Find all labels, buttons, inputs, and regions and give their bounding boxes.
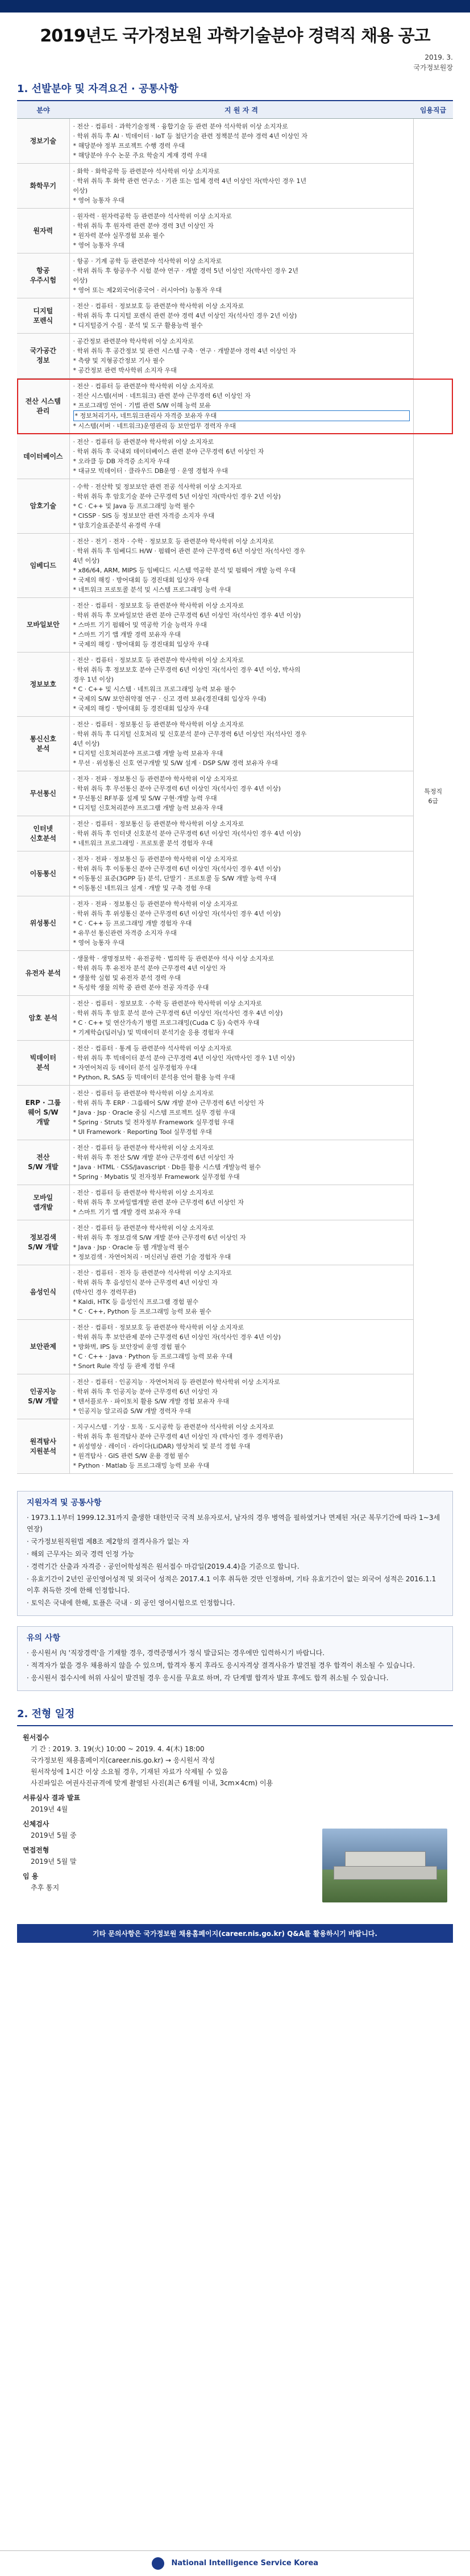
table-row — [17, 164, 453, 209]
table-row — [17, 434, 453, 479]
requirement-line: * 영어 또는 제2외국어(중국어 · 러시아어) 능통자 우대 — [73, 286, 222, 294]
requirement-line: * 해당분야 우수 논문 주요 학술지 게재 경력 우대 — [73, 152, 207, 159]
hq-building-photo — [322, 1829, 447, 1902]
requirement-line: (박사인 경우 경력무관) — [73, 1289, 136, 1296]
requirement-line: * Snort Rule 작성 등 관제 경험 우대 — [73, 1362, 175, 1370]
job-requirements — [69, 1140, 413, 1185]
job-field: 이동통신 — [17, 851, 69, 896]
requirement-line: * Java · Jsp · Oracle 중심 시스템 프로젝트 실무 경험 우대 — [73, 1109, 235, 1116]
table-row — [17, 479, 453, 534]
requirement-line: · 학위 취득 후 음성인식 분야 근무경력 4년 이상인 자 — [73, 1279, 218, 1286]
requirement-line: * 영어 능통자 우대 — [73, 197, 124, 204]
top-bar — [0, 0, 470, 13]
job-field: ERP · 그룹 웨어 S/W 개발 — [17, 1086, 69, 1140]
job-field: 모바일보안 — [17, 598, 69, 653]
requirement-line: · 학위 취득 후 ERP · 그룹웨어 S/W 개발 분야 근무경력 6년 이상인 자 — [73, 1099, 264, 1107]
requirement-line: * 위성영상 · 레이더 · 라이다(LiDAR) 영상처리 및 분석 경험 우대 — [73, 1443, 251, 1450]
job-requirements — [69, 598, 413, 653]
job-field: 화학무기 — [17, 164, 69, 209]
job-requirements — [69, 209, 413, 254]
requirement-line: · 학위 취득 후 임베디드 H/W · 펌웨어 관련 분야 근무경력 6년 이상인 자(석사인 경우 — [73, 547, 306, 555]
job-requirements — [69, 717, 413, 771]
requirement-line: * 이동통신 표준(3GPP 등) 분석, 단말기 · 프로토콜 등 S/W 개발 능력 우대 — [73, 875, 277, 882]
table-row — [17, 598, 453, 653]
requirement-line: * 암호기술표준분석 유경력 우대 — [73, 522, 161, 529]
info-line: · 1973.1.1부터 1999.12.31까지 출생한 대한민국 국적 보유자로서, 남자의 경우 병역을 필하였거나 면제된 자(군 복무기간에 따라 1~3세 연장) — [27, 1514, 440, 1533]
info-line: · 응시원서 內 '직장경력'을 기재할 경우, 경력증명서가 정식 발급되는 경우에만 입력하시기 바랍니다. — [27, 1649, 325, 1657]
page-title: 2019년도 국가정보원 과학기술분야 경력직 채용 공고 — [40, 26, 430, 46]
requirement-line: · 전산 · 컴퓨터 · 인공지능 · 자연어처리 등 관련분야 학사학위 이상 소지자로 — [73, 1378, 280, 1386]
requirement-line: · 수학 · 전산학 및 정보보안 관련 전공 석사학위 이상 소지자로 — [73, 483, 242, 491]
table-row — [17, 1374, 453, 1419]
requirement-line: · 학위 취득 후 화학 관련 연구소 · 기관 또는 업체 경력 4년 이상인 자(박사인 경우 1년 — [73, 177, 307, 185]
requirement-line: · 전산 · 컴퓨터 · 정보보호 등 관련분야 학사학위 이상 소지자로 — [73, 602, 244, 609]
requirement-line: · 학위 취득 후 암호 분석 분야 근무경력 6년 이상인 자(석사인 경우 4년 이상) — [73, 1009, 283, 1017]
job-requirements — [69, 298, 413, 334]
schedule-detail: 원서작성에 1시간 이상 소요될 경우, 기재된 자료가 삭제될 수 있음 — [31, 1768, 228, 1776]
job-field: 데이터베이스 — [17, 434, 69, 479]
requirement-line: · 항공 · 기계 공학 등 관련분야 석사학위 이상 소지자로 — [73, 257, 222, 265]
requirement-line: * Python, R, SAS 등 빅데이터 분석용 언어 활용 능력 우대 — [73, 1074, 235, 1081]
requirement-line: · 생물학 · 생명정보학 · 유전공학 · 법의학 등 관련분야 석사 이상 소지자로 — [73, 955, 274, 962]
schedule-detail: 국가정보원 채용홈페이지(career.nis.go.kr) → 응시원서 작성 — [31, 1756, 215, 1764]
requirement-line: * 독성학 생물 의학 중 관련 분야 전공 자격증 우대 — [73, 984, 209, 991]
requirement-line: * Spring · Mybatis 및 전자정부 Framework 실무경험 우대 — [73, 1173, 240, 1181]
info-line: · 적격자가 없을 경우 채용하지 않을 수 있으며, 합격자 통지 후라도 응시자격상 결격사유가 발견될 경우 합격이 취소될 수 있습니다. — [27, 1661, 415, 1669]
table-header-row — [17, 101, 453, 119]
job-field: 유전자 분석 — [17, 951, 69, 996]
table-row — [17, 816, 453, 851]
schedule-detail: 추후 통지 — [31, 1884, 60, 1892]
schedule-heading: 임 용 — [23, 1872, 39, 1880]
requirement-line: * 유무선 통신관련 자격증 소지자 우대 — [73, 929, 177, 937]
job-field: 보안관제 — [17, 1320, 69, 1374]
requirement-line: · 전자 · 전파 · 정보통신 등 관련분야 학사학위 이상 소지자로 — [73, 855, 238, 863]
requirement-line: · 학위 취득 후 유전자 분석 분야 근무경력 4년 이상인 자 — [73, 965, 226, 972]
requirement-line: * 국제의 해킹 · 방어대회 등 경진대회 입상자 우대 — [73, 576, 209, 584]
requirement-line: · 학위 취득 후 무선통신 분야 근무경력 6년 이상인 자(석사인 경우 4년 이상) — [73, 785, 281, 792]
requirement-line: * CISSP · SIS 등 정보보안 관련 자격증 소지자 우대 — [73, 512, 215, 520]
requirement-line: · 전산 · 컴퓨터 · 정보보호 등 관련분야 학사학위 이상 소지자로 — [73, 302, 244, 310]
requirement-line: * 생물학 실험 및 유전자 분석 경력 우대 — [73, 974, 181, 982]
jobs-table — [17, 100, 453, 1474]
job-requirements — [69, 1086, 413, 1140]
job-field: 전산 S/W 개발 — [17, 1140, 69, 1185]
table-row — [17, 851, 453, 896]
requirement-line: · 전산 · 컴퓨터 등 관련분야 학사학위 이상 소지자로 — [73, 383, 214, 390]
section-2-title: 2. 전형 일정 — [17, 1708, 75, 1720]
job-field: 위성통신 — [17, 896, 69, 951]
table-row — [17, 1140, 453, 1185]
requirement-line: * Python · Matlab 등 프로그래밍 능력 보유 우대 — [73, 1462, 210, 1469]
table-row — [17, 653, 453, 717]
requirement-line: · 학위 취득 후 항공우주 시험 분야 연구 · 개발 경력 5년 이상인 자(박사인 경우 2년 — [73, 267, 299, 275]
job-requirements — [69, 851, 413, 896]
requirement-line: · 전산 · 컴퓨터 · 정보통신 등 관련분야 학사학위 이상 소지자로 — [73, 820, 244, 828]
requirement-line: * 대규모 빅데이터 · 클라우드 DB운영 · 운영 경험자 우대 — [73, 467, 228, 475]
requirement-line: · 전산 시스템(서버 · 네트워크) 관련 분야 근무경력 6년 이상인 자 — [73, 392, 251, 400]
requirement-line: * 디지털 신호처리분야 프로그램 개발 능력 보유자 우대 — [73, 804, 223, 812]
table-row — [17, 1265, 453, 1320]
requirement-line: * 국제의 해킹 · 방어대회 등 경진대회 입상자 우대 — [73, 641, 209, 648]
requirement-line: * 원격탐사 · GIS 관련 S/W 운용 경험 필수 — [73, 1452, 190, 1460]
eligibility-box — [17, 1491, 453, 1616]
table-row — [17, 209, 453, 254]
requirement-line: · 학위 취득 후 위성통신 분야 근무경력 6년 이상인 자(석사인 경우 4년 이상) — [73, 910, 281, 917]
job-requirements — [69, 816, 413, 851]
requirement-line: · 원자력 · 원자력공학 등 관련분야 석사학위 이상 소지자로 — [73, 213, 232, 220]
schedule-detail: 사진파일은 여권사진규격에 맞게 촬영된 사진(최근 6개월 이내, 3cm×4cm) 이용 — [31, 1779, 273, 1787]
table-row — [17, 334, 453, 379]
table-row — [17, 1041, 453, 1086]
requirement-line: 이상) — [73, 187, 88, 194]
job-requirements — [69, 1185, 413, 1220]
requirement-line: · 학위 취득 후 빅데이터 분석 분야 근무경력 4년 이상인 자(박사인 경우 1년 이상) — [73, 1054, 295, 1062]
job-requirements — [69, 164, 413, 209]
table-row — [17, 298, 453, 334]
requirement-line: * 네트워크 프로그래밍 · 프로토콜 분석 경험자 우대 — [73, 840, 213, 847]
requirement-line: * Java · HTML · CSS/Javascript · Db를 활용 시스템 개발능력 필수 — [73, 1164, 261, 1171]
job-requirements — [69, 119, 413, 164]
job-field: 정보기술 — [17, 119, 69, 164]
table-row — [17, 1086, 453, 1140]
schedule-detail: 2019년 5월 중 — [31, 1831, 77, 1839]
job-requirements — [69, 479, 413, 534]
requirement-line: * 인공지능 알고리즘 S/W 개발 경력자 우대 — [73, 1407, 191, 1415]
requirement-line: * 프로그래밍 언어 · 기법 관련 S/W 이해 능력 보유 — [73, 402, 211, 409]
table-row — [17, 534, 453, 598]
requirement-line: · 학위 취득 후 모바일앱개발 관련 분야 근무경력 6년 이상인 자 — [73, 1199, 244, 1206]
requirement-line: * 디지털 신호처리분야 프로그램 개발 능력 보유자 우대 — [73, 750, 223, 757]
job-requirements — [69, 996, 413, 1041]
requirement-line: · 전산 · 컴퓨터 · 정보통신 등 관련분야 학사학위 이상 소지자로 — [73, 721, 244, 728]
requirement-line: · 학위 취득 후 이동통신 분야 근무경력 6년 이상인 자(석사인 경우 4년 이상) — [73, 865, 281, 872]
requirement-line: * UI Framework · Reporting Tool 실무경험 우대 — [73, 1128, 212, 1136]
table-row — [17, 1320, 453, 1374]
requirement-line: * 오라클 등 DB 자격증 소지자 우대 — [73, 458, 170, 465]
info-line: · 해외 근무자는 외국 경력 인정 가능 — [27, 1550, 134, 1558]
table-row — [17, 254, 453, 298]
job-requirements — [69, 1220, 413, 1265]
table-row — [17, 1185, 453, 1220]
requirement-line: · 공간정보 관련분야 학사학위 이상 소지자로 — [73, 338, 194, 345]
requirement-line: · 학위 취득 후 모바일보안 관련 분야 근무경력 6년 이상인 자(석사인 경우 4년 이상) — [73, 612, 301, 619]
nis-emblem-icon — [152, 2557, 164, 2570]
job-requirements — [69, 1320, 413, 1374]
job-requirements — [69, 771, 413, 816]
requirement-line: * 스마트 기기 앱 개발 경력 보유자 우대 — [73, 631, 181, 638]
requirement-line: * Java · Jsp · Oracle 등 웹 개발능력 필수 — [73, 1244, 189, 1251]
requirement-line: · 전산 · 컴퓨터 · 정보보호 · 수학 등 관련분야 학사학위 이상 소지자로 — [73, 1000, 262, 1007]
schedule-heading: 신체검사 — [23, 1820, 49, 1828]
requirement-line: · 학위 취득 후 암호기술 분야 근무경력 5년 이상인 자(박사인 경우 2년 이상) — [73, 493, 281, 500]
requirement-line: * C · C++ 및 시스템 · 네트워크 프로그래밍 능력 보유 필수 — [73, 685, 236, 693]
requirement-line: · 전자 · 전파 · 정보통신 등 관련분야 학사학위 이상 소지자로 — [73, 900, 238, 908]
job-field: 전산 시스템 관리 — [17, 379, 69, 434]
header-term: 임용직급 — [413, 101, 453, 119]
job-field: 무선통신 — [17, 771, 69, 816]
requirement-line: * Kaldi, HTK 등 음성인식 프로그램 경험 필수 — [73, 1298, 199, 1306]
requirement-line: * 영어 능통자 우대 — [73, 939, 124, 946]
requirement-line: · 전산 · 컴퓨터 · 통계 등 관련분야 석사학위 이상 소지자로 — [73, 1045, 232, 1052]
requirement-line: * 원자력 분야 실무경험 보유 필수 — [73, 232, 165, 239]
job-requirements — [69, 379, 413, 434]
requirement-line: · 지구시스템 · 기상 · 토목 · 도시공학 등 관련분야 석사학위 이상 소지자로 — [73, 1423, 274, 1431]
schedule-detail: 2019년 4월 — [31, 1805, 68, 1813]
requirement-line: * 스마트 기기 앱 개발 경력 보유자 우대 — [73, 1208, 181, 1216]
eligibility-title: 지원자격 및 공통사항 — [27, 1498, 102, 1507]
requirement-line: · 전산 · 컴퓨터 · 전자 등 관련분야 석사학위 이상 소지자로 — [73, 1269, 232, 1277]
requirement-line: · 전산 · 컴퓨터 등 관련분야 학사학위 이상 소지자로 — [73, 1189, 214, 1196]
notes-box — [17, 1626, 453, 1691]
job-requirements — [69, 1374, 413, 1419]
job-requirements — [69, 896, 413, 951]
job-field: 암호기술 — [17, 479, 69, 534]
requirement-line: * 정보검색 · 자연어처리 · 머신러닝 관련 기술 경험자 우대 — [73, 1253, 231, 1261]
requirement-line: · 전산 · 컴퓨터 · 정보보호 등 관련분야 학사학위 이상 소지자로 — [73, 1324, 244, 1331]
requirement-line: · 학위 취득 후 인공지능 분야 근무경력 6년 이상인 자 — [73, 1388, 218, 1395]
requirement-line: · 학위 취득 후 원자력 관련 분야 경력 3년 이상인 자 — [73, 222, 214, 230]
job-field: 임베디드 — [17, 534, 69, 598]
info-line: · 유효기간이 2년인 공인영어성적 및 외국어 성적은 2017.4.1 이후 취득한 것만 인정하며, 기타 유효기간이 없는 외국어 성적은 2016.1.1 이후 취득한 것에 한해 인정합니다. — [27, 1575, 436, 1594]
requirement-line: * 텐서플로우 · 파이토치 활용 S/W 개발 경험 보유자 우대 — [73, 1398, 230, 1405]
info-line: · 토익은 국내에 한해, 토플은 국내 · 외 공인 영어시험으로 인정합니다. — [27, 1599, 235, 1607]
table-row — [17, 717, 453, 771]
requirement-line: * 이동통신 네트워크 설계 · 개발 및 구축 경험 우대 — [73, 884, 211, 892]
announce-org: 국가정보원장 — [413, 64, 453, 72]
job-requirements — [69, 1419, 413, 1474]
footer-brand — [0, 2550, 470, 2576]
job-field: 인터넷 신호분석 — [17, 816, 69, 851]
requirement-line: * 스마트 기기 펌웨어 및 역공학 기술 능력자 우대 — [73, 621, 207, 629]
announce-date: 2019. 3. — [425, 53, 453, 61]
requirement-line: · 학위 취득 후 원격탐사 분야 근무경력 4년 이상인 자 (박사인 경우 경력무관) — [73, 1433, 283, 1440]
job-requirements — [69, 334, 413, 379]
job-field: 모바일 앱개발 — [17, 1185, 69, 1220]
section-1-title: 1. 선발분야 및 자격요건 · 공통사항 — [17, 83, 178, 95]
job-requirements — [69, 1265, 413, 1320]
requirement-line: * 정보처리기사, 네트워크관리사 자격증 보유자 우대 — [73, 410, 410, 421]
requirement-line: * 측량 및 지형공간정보 기사 필수 — [73, 357, 165, 364]
requirement-line: * 디지털증거 수집 · 분석 및 도구 활용능력 필수 — [73, 322, 203, 329]
job-requirements — [69, 434, 413, 479]
requirement-line: · 학위 취득 후 국내외 데이터베이스 관련 분야 근무경력 6년 이상인 자 — [73, 448, 264, 455]
job-field: 국가공간 정보 — [17, 334, 69, 379]
requirement-line: * 시스템(서버 · 네트워크)운영관리 등 보안업무 경력자 우대 — [73, 422, 236, 430]
requirement-line: * 국제의 S/W 보안취약점 연구 · 신고 경력 보유(경진대회 입상자 우대) — [73, 695, 267, 703]
table-row — [17, 119, 453, 164]
job-field: 항공 우주시험 — [17, 254, 69, 298]
info-line: · 국가정보원직원법 제8조 제2항의 결격사유가 없는 자 — [27, 1538, 189, 1545]
job-field: 원자력 — [17, 209, 69, 254]
requirement-line: · 학위 취득 후 디지털 신호처리 및 신호분석 분야 근무경력 6년 이상인 자(석사인 경우 — [73, 730, 307, 738]
header-req: 지 원 자 격 — [69, 101, 413, 119]
requirement-line: * Spring · Struts 및 전자정부 Framework 실무경험 우대 — [73, 1119, 234, 1126]
requirement-line: * x86/64, ARM, MIPS 등 임베디드 시스템 역공학 분석 및 펌웨어 개발 능력 우대 — [73, 567, 296, 574]
table-row — [17, 896, 453, 951]
requirement-line: * C · C++ · Java · Python 등 프로그래밍 능력 보유 우대 — [73, 1353, 233, 1360]
table-row — [17, 1220, 453, 1265]
header — [0, 13, 470, 50]
schedule-section — [17, 1725, 453, 1914]
requirement-line: · 학위 취득 후 정보검색 S/W 개발 분야 근무경력 6년 이상인 자 — [73, 1234, 246, 1241]
requirement-line: 경우 1년 이상) — [73, 676, 114, 683]
job-requirements — [69, 1041, 413, 1086]
requirement-line: * C · C++ 등 프로그래밍 개발 경험자 우대 — [73, 920, 192, 927]
job-field: 인공지능 S/W 개발 — [17, 1374, 69, 1419]
requirement-line: · 전산 · 컴퓨터 등 관련분야 학사학위 이상 소지자로 — [73, 1224, 214, 1232]
requirement-line: * C · C++, Python 등 프로그래밍 능력 보유 필수 — [73, 1308, 211, 1315]
job-requirements — [69, 951, 413, 996]
requirement-line: · 화학 · 화학공학 등 관련분야 석사학위 이상 소지자로 — [73, 168, 220, 175]
job-requirements — [69, 653, 413, 717]
requirement-line: · 전산 · 컴퓨터 등 관련분야 학사학위 이상 소지자로 — [73, 438, 214, 446]
table-row — [17, 379, 453, 434]
requirement-line: * 국제의 해킹 · 방어대회 등 경진대회 입상자 우대 — [73, 705, 209, 712]
info-line: · 경력기간 산출과 자격증 · 공인어학성적은 원서접수 마감일(2019.4.4)을 기준으로 합니다. — [27, 1563, 300, 1570]
requirement-line: · 전산 · 컴퓨터 · 과학기술정책 · 융합기술 등 관련 분야 석사학위 이상 소지자로 — [73, 123, 288, 130]
job-field: 음성인식 — [17, 1265, 69, 1320]
requirement-line: * C · C++ 및 연산가속기 병렬 프로그래밍(Cuda C 등) 숙련자 우대 — [73, 1019, 260, 1027]
requirement-line: * C · C++ 및 Java 등 프로그래밍 능력 필수 — [73, 502, 195, 510]
requirement-line: * 네트워크 프로토콜 분석 및 시스템 프로그래밍 능력 우대 — [73, 586, 231, 593]
requirement-line: * 방화벽, IPS 등 보안장비 운영 경험 필수 — [73, 1343, 186, 1351]
schedule-detail: 기 간 : 2019. 3. 19(火) 10:00 ~ 2019. 4. 4(木) 18:00 — [31, 1745, 205, 1753]
table-row — [17, 771, 453, 816]
requirement-line: · 학위 취득 후 AI · 빅데이터 · IoT 등 첨단기술 관련 정책분석 분야 경력 4년 이상인 자 — [73, 132, 308, 140]
job-requirements — [69, 534, 413, 598]
requirement-line: * 영어 능통자 우대 — [73, 242, 124, 249]
requirement-line: * 해당분야 정부 프로젝트 수행 경력 우대 — [73, 142, 185, 149]
job-requirements — [69, 254, 413, 298]
appointment-grade: 특정직 6급 — [413, 119, 453, 1474]
header-meta — [0, 50, 470, 73]
schedule-detail: 2019년 5월 말 — [31, 1858, 77, 1865]
table-row — [17, 951, 453, 996]
requirement-line: · 학위 취득 후 인터넷 신호분석 분야 근무경력 6년 이상인 자(석사인 경우 4년 이상) — [73, 830, 301, 837]
job-field: 통신신호 분석 — [17, 717, 69, 771]
requirement-line: 4년 이상) — [73, 740, 100, 747]
requirement-line: * 공간정보 관련 박사학위 소지자 우대 — [73, 367, 177, 374]
requirement-line: · 학위 취득 후 전산 S/W 개발 분야 근무경력 6년 이상인 자 — [73, 1154, 234, 1161]
header-field: 분야 — [17, 101, 69, 119]
requirement-line: · 학위 취득 후 정보보호 분야 근무경력 6년 이상인 자(석사인 경우 4년 이상, 박사의 — [73, 666, 301, 674]
job-field: 정보보호 — [17, 653, 69, 717]
requirement-line: · 전산 · 전기 · 전자 · 수학 · 정보보호 등 관련분야 학사학위 이상 소지자로 — [73, 538, 274, 545]
requirement-line: 4년 이상) — [73, 557, 100, 564]
table-row — [17, 996, 453, 1041]
requirement-line: · 학위 취득 후 보안관제 분야 근무경력 6년 이상인 자(석사인 경우 4년 이상) — [73, 1333, 281, 1341]
table-row — [17, 1419, 453, 1474]
requirement-line: * 자연어처리 등 데이터 분석 실무경험자 우대 — [73, 1064, 197, 1071]
job-field: 원격탐사 지원분석 — [17, 1419, 69, 1474]
footer-note: 기타 문의사항은 국가정보원 채용홈페이지(career.nis.go.kr) Q&A를 활용하시기 바랍니다. — [17, 1924, 453, 1943]
job-field: 정보검색 S/W 개발 — [17, 1220, 69, 1265]
schedule-heading: 서류심사 결과 발표 — [23, 1794, 81, 1802]
info-line: · 응시원서 접수시에 허위 사실이 발견될 경우 응시를 무효로 하며, 각 단계별 합격자 발표 후에도 합격 취소될 수 있습니다. — [27, 1674, 389, 1682]
job-field: 암호 분석 — [17, 996, 69, 1041]
schedule-heading: 원서접수 — [23, 1734, 49, 1742]
footer-brand-text: National Intelligence Service Korea — [171, 2559, 319, 2567]
requirement-line: · 학위 취득 후 공간정보 및 관련 시스템 구축 · 연구 · 개발분야 경력 4년 이상인 자 — [73, 347, 296, 355]
schedule-heading: 면접전형 — [23, 1846, 49, 1854]
job-field: 디지털 포렌식 — [17, 298, 69, 334]
requirement-line: * 기계학습(딥러닝) 및 빅데이터 분석기술 응용 경험자 우대 — [73, 1029, 234, 1036]
requirement-line: * 무선 · 위성통신 신호 연구개발 및 S/W 설계 · DSP S/W 경력 보유자 우대 — [73, 759, 278, 767]
requirement-line: 이상) — [73, 277, 88, 284]
requirement-line: · 전산 · 컴퓨터 · 정보보호 등 관련분야 학사학위 이상 소지자로 — [73, 657, 244, 664]
requirement-line: · 전산 · 컴퓨터 등 관련분야 학사학위 이상 소지자로 — [73, 1144, 214, 1152]
requirement-line: · 전산 · 컴퓨터 등 관련분야 학사학위 이상 소지자로 — [73, 1090, 214, 1097]
requirement-line: · 전자 · 전파 · 정보통신 등 관련분야 학사학위 이상 소지자로 — [73, 775, 238, 783]
requirement-line: * 무선통신 RF부품 설계 및 S/W 구현·개발 능력 우대 — [73, 795, 217, 802]
requirement-line: · 학위 취득 후 디지털 포렌식 관련 분야 경력 4년 이상인 자(석사인 경우 2년 이상) — [73, 312, 297, 319]
notes-title: 유의 사항 — [27, 1634, 60, 1643]
job-field: 빅데이터 분석 — [17, 1041, 69, 1086]
